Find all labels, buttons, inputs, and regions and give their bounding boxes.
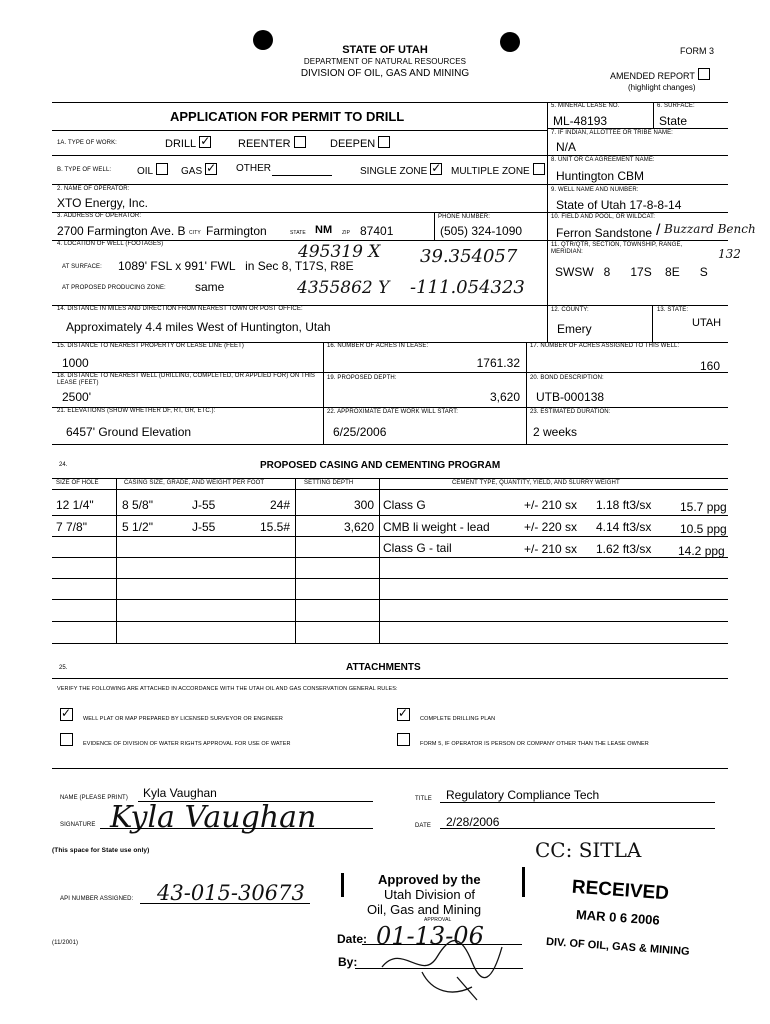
unit-value[interactable]: Huntington CBM — [556, 169, 645, 183]
casing-section-number: 24. — [59, 462, 68, 468]
table-cell: 1.62 ft3/sx — [596, 542, 652, 556]
city-value[interactable]: Farmington — [206, 224, 267, 238]
multiple-zone-option[interactable]: MULTIPLE ZONE — [451, 163, 545, 177]
rule — [52, 678, 728, 679]
reenter-checkbox[interactable] — [294, 136, 306, 148]
distance-value[interactable]: Approximately 4.4 miles West of Huntington, Utah — [66, 320, 331, 334]
rule — [652, 305, 653, 343]
duration-label: 23. ESTIMATED DURATION: — [530, 409, 611, 415]
attachments-verify: VERIFY THE FOLLOWING ARE ATTACHED IN ACCORDANCE WITH THE UTAH OIL AND GAS CONSERVATION GENERAL RULES: — [57, 686, 398, 692]
operator-value[interactable]: XTO Energy, Inc. — [57, 196, 148, 210]
reenter-option[interactable]: REENTER — [238, 136, 306, 150]
approval-signature-scribble — [362, 922, 512, 1002]
cc-handwritten: CC: SITLA — [535, 838, 642, 862]
oil-checkbox[interactable] — [156, 163, 168, 175]
table-cell: 7 7/8" — [56, 520, 87, 534]
table-cell: 15.7 ppg — [680, 500, 727, 514]
distance-label: 14. DISTANCE IN MILES AND DIRECTION FROM NEAREST TOWN OR POST OFFICE: — [57, 306, 303, 312]
name-label: NAME (PLEASE PRINT) — [60, 795, 128, 801]
duration-value[interactable]: 2 weeks — [533, 425, 578, 439]
signature-handwritten: Kyla Vaughan — [110, 800, 317, 835]
zip-label: ZIP — [342, 230, 351, 236]
qtr-handwritten: 132 — [718, 247, 741, 261]
deepen-checkbox[interactable] — [378, 136, 390, 148]
table-cell: 14.2 ppg — [678, 544, 725, 558]
prop-dist-value[interactable]: 1000 — [62, 356, 89, 370]
rule — [100, 828, 373, 829]
depth-value[interactable]: 3,620 — [489, 390, 520, 404]
bond-label: 20. BOND DESCRIPTION: — [530, 375, 604, 381]
acres-label: 16. NUMBER OF ACRES IN LEASE: — [327, 343, 429, 349]
department-heading: DEPARTMENT OF NATURAL RESOURCES — [303, 57, 467, 66]
address-value[interactable]: 2700 Farmington Ave. B — [57, 224, 186, 238]
rule — [547, 212, 728, 213]
title-label: TITLE — [415, 796, 432, 802]
casing-table — [52, 478, 728, 644]
rule — [52, 184, 547, 185]
location-label: 4. LOCATION OF WELL (FOOTAGES) — [57, 241, 164, 247]
lease-no-label: 5. MINERAL LEASE NO. — [551, 103, 620, 109]
rule — [52, 557, 728, 558]
casing-header: SETTING DEPTH — [304, 480, 354, 486]
state-value[interactable]: NM — [315, 224, 333, 236]
well-dist-label: 18. DISTANCE TO NEAREST WELL (DRILLING, COMPLETED, OR APPLIED FOR) ON THIS LEASE (FEET) — [57, 373, 316, 386]
table-cell: +/- 210 sx — [524, 498, 578, 512]
prod-zone-label: AT PROPOSED PRODUCING ZONE: — [62, 285, 166, 291]
rule — [547, 240, 728, 241]
start-value[interactable]: 6/25/2006 — [333, 425, 387, 439]
address-label: 3. ADDRESS OF OPERATOR: — [57, 213, 142, 219]
rule — [52, 643, 728, 644]
rule — [116, 478, 117, 644]
date-label: DATE — [415, 823, 431, 829]
rule — [52, 489, 728, 490]
table-cell: CMB li weight - lead — [383, 520, 490, 534]
casing-header: CASING SIZE, GRADE, AND WEIGHT PER FOOT — [124, 480, 265, 486]
other-option[interactable]: OTHER — [236, 163, 271, 174]
seal-dot-right — [500, 32, 520, 52]
casing-header: CEMENT TYPE, QUANTITY, YIELD, AND SLURRY WEIGHT — [452, 480, 620, 486]
casing-header: SIZE OF HOLE — [56, 480, 99, 486]
table-cell: J-55 — [192, 520, 216, 534]
state13-label: 13. STATE: — [657, 307, 689, 313]
acres-assigned-value[interactable]: 160 — [699, 359, 720, 373]
approval-bracket-left — [341, 873, 347, 897]
rule — [52, 599, 728, 600]
work-type-row: 1A. TYPE OF WORK: — [57, 140, 117, 146]
at-surface-value[interactable]: 1089' FSL x 991' FWL in Sec 8, T17S, R8E — [118, 259, 354, 273]
rule — [547, 102, 548, 343]
state-use-note: (This space for State use only) — [52, 847, 150, 854]
drilling-plan-checkbox[interactable] — [397, 708, 410, 721]
rule — [52, 768, 728, 769]
table-cell: 24# — [269, 498, 290, 512]
table-cell: +/- 220 sx — [524, 520, 578, 534]
attachment-item-drilling-plan[interactable]: ✓ COMPLETE DRILLING PLAN — [397, 708, 495, 722]
well-name-label: 9. WELL NAME AND NUMBER: — [551, 187, 639, 193]
handwritten-longitude: -111.054323 — [410, 277, 525, 298]
approval-stamp-line2: Utah Division of — [384, 887, 476, 902]
attachments-title: ATTACHMENTS — [346, 662, 421, 673]
rule — [52, 155, 547, 156]
phone-label: PHONE NUMBER: — [438, 214, 490, 220]
table-cell: 5 1/2" — [122, 520, 153, 534]
drill-checkbox[interactable] — [199, 136, 211, 148]
rule — [52, 130, 547, 131]
other-underline — [272, 175, 332, 176]
approval-bracket-right — [522, 867, 528, 897]
county-value[interactable]: Emery — [557, 322, 592, 336]
rule — [52, 578, 728, 579]
highlight-note: (highlight changes) — [628, 83, 696, 92]
state-heading: STATE OF UTAH — [342, 44, 428, 56]
rule — [547, 128, 728, 129]
amended-report-label: AMENDED REPORT — [610, 68, 710, 81]
received-date: MAR 0 6 2006 — [575, 906, 661, 928]
start-label: 22. APPROXIMATE DATE WORK WILL START: — [327, 409, 459, 415]
name-value[interactable]: Kyla Vaughan — [143, 786, 217, 800]
deepen-option[interactable]: DEEPEN — [330, 136, 390, 150]
bond-value[interactable]: UTB-000138 — [536, 390, 605, 404]
approval-small: APPROVAL — [424, 917, 452, 923]
plat-checkbox[interactable] — [60, 708, 73, 721]
lease-no-value[interactable]: ML-48193 — [553, 114, 608, 128]
form-revision-date: (11/2001) — [52, 940, 79, 946]
rule — [52, 102, 728, 103]
seal-dot-left — [253, 30, 273, 50]
county-label: 12. COUNTY: — [551, 307, 589, 313]
attachment-item-plat[interactable]: ✓WELL PLAT OR MAP PREPARED BY LICENSED SURVEYOR OR ENGINEER — [60, 708, 283, 722]
indian-label: 7. IF INDIAN, ALLOTTEE OR TRIBE NAME: — [551, 130, 673, 136]
field-label: 10. FIELD AND POOL, OR WILDCAT: — [551, 214, 656, 220]
table-cell: 3,620 — [343, 520, 374, 534]
handwritten-latitude: 39.354057 — [420, 246, 518, 267]
state-label: STATE — [290, 230, 306, 236]
table-cell: Class G — [383, 498, 426, 512]
api-handwritten: 43-015-30673 — [157, 881, 305, 905]
well-name-value[interactable]: State of Utah 17-8-8-14 — [556, 198, 682, 212]
table-cell: 4.14 ft3/sx — [596, 520, 652, 534]
table-cell: 12 1/4" — [56, 498, 94, 512]
approval-stamp-line1: Approved by the — [378, 872, 481, 887]
gas-option[interactable]: GAS✓ — [181, 163, 217, 177]
at-surface-label: AT SURFACE: — [62, 264, 102, 270]
state13-value[interactable]: UTAH — [692, 317, 722, 329]
rule — [379, 478, 380, 644]
prop-dist-label: 15. DISTANCE TO NEAREST PROPERTY OR LEASE LINE (FEET) — [57, 343, 245, 349]
gas-checkbox[interactable] — [205, 163, 217, 175]
form5-checkbox[interactable] — [397, 733, 410, 746]
handwritten-easting: 495319 X — [298, 242, 381, 262]
rule — [440, 802, 715, 803]
form-title: APPLICATION FOR PERMIT TO DRILL — [170, 109, 405, 124]
rule — [140, 903, 310, 904]
rule — [295, 478, 296, 644]
single-zone-option[interactable]: SINGLE ZONE✓ — [360, 163, 442, 177]
single-zone-checkbox[interactable] — [430, 163, 442, 175]
rule — [434, 212, 435, 240]
rule — [52, 515, 728, 516]
approval-by-label: By: — [338, 955, 358, 969]
unit-label: 8. UNIT OR CA AGREEMENT NAME: — [551, 157, 655, 163]
water-checkbox[interactable] — [60, 733, 73, 746]
table-cell: 300 — [353, 498, 374, 512]
elev-label: 21. ELEVATIONS (SHOW WHETHER DF, RT, GR, ETC.): — [57, 408, 216, 414]
attachment-item-water[interactable]: EVIDENCE OF DIVISION OF WATER RIGHTS APPROVAL FOR USE OF WATER — [60, 733, 291, 747]
elev-value[interactable]: 6457' Ground Elevation — [66, 425, 192, 439]
table-cell: Class G - tail — [383, 541, 452, 555]
phone-value[interactable]: (505) 324-1090 — [440, 224, 523, 238]
table-cell: 8 5/8" — [122, 498, 153, 512]
depth-label: 19. PROPOSED DEPTH: — [327, 375, 397, 381]
rule — [547, 155, 728, 156]
acres-value[interactable]: 1761.32 — [476, 356, 520, 370]
received-division: DIV. OF OIL, GAS & MINING — [545, 935, 690, 958]
approval-date-handwritten: 01-13-06 — [376, 922, 484, 950]
multiple-zone-checkbox[interactable] — [533, 163, 545, 175]
zip-value[interactable]: 87401 — [360, 224, 394, 238]
well-type-label: B. TYPE OF WELL: — [57, 167, 112, 173]
rule — [547, 184, 728, 185]
rule — [440, 828, 715, 829]
indian-value[interactable]: N/A — [556, 140, 577, 154]
city-label: CITY — [189, 230, 201, 236]
field-handwritten: Buzzard Bench — [664, 222, 756, 236]
well-dist-value[interactable]: 2500' — [62, 390, 91, 404]
title-value[interactable]: Regulatory Compliance Tech — [446, 788, 600, 802]
amended-report-checkbox[interactable] — [698, 68, 710, 80]
attachments-section-number: 25. — [59, 665, 68, 671]
approval-stamp-line3: Oil, Gas and Mining — [367, 902, 482, 917]
casing-section-title: PROPOSED CASING AND CEMENTING PROGRAM — [260, 460, 501, 471]
rule — [52, 536, 728, 537]
operator-label: 2. NAME OF OPERATOR: — [57, 186, 130, 192]
field-slash: / — [656, 222, 661, 239]
qtr-value[interactable]: SWSW 8 17S 8E S — [555, 265, 708, 279]
division-heading: DIVISION OF OIL, GAS AND MINING — [300, 68, 470, 79]
prod-zone-value[interactable]: same — [195, 280, 225, 294]
table-cell: 1.18 ft3/sx — [596, 498, 652, 512]
received-title: RECEIVED — [571, 876, 670, 905]
attachment-item-form5[interactable]: FORM 5, IF OPERATOR IS PERSON OR COMPANY OTHER THAN THE LEASE OWNER — [397, 733, 649, 747]
table-cell: J-55 — [192, 498, 216, 512]
rule — [323, 342, 324, 444]
handwritten-northing: 4355862 Y — [297, 278, 390, 298]
rule — [653, 102, 654, 128]
received-stamp — [546, 875, 695, 958]
approval-date-label: Date: — [337, 932, 368, 946]
drill-option[interactable]: DRILL✓ — [165, 136, 211, 150]
oil-option[interactable]: OIL — [137, 163, 168, 177]
acres-assigned-label: 17. NUMBER OF ACRES ASSIGNED TO THIS WELL: — [530, 343, 680, 349]
qtr-label: 11. QTR/QTR, SECTION, TOWNSHIP, RANGE, MERIDIAN: — [551, 242, 683, 255]
surface-value[interactable]: State — [659, 114, 688, 128]
table-cell: 15.5# — [259, 520, 290, 534]
rule — [52, 444, 728, 445]
signature-label: SIGNATURE — [60, 822, 96, 828]
field-value[interactable]: Ferron Sandstone — [556, 226, 653, 240]
table-cell: 10.5 ppg — [680, 522, 727, 536]
api-label: API NUMBER ASSIGNED: — [60, 896, 134, 902]
table-cell: +/- 210 sx — [524, 542, 578, 556]
rule — [526, 342, 527, 444]
surface-label: 6. SURFACE: — [657, 103, 695, 109]
rule — [52, 621, 728, 622]
form-number: FORM 3 — [680, 46, 715, 56]
date-value[interactable]: 2/28/2006 — [446, 815, 500, 829]
